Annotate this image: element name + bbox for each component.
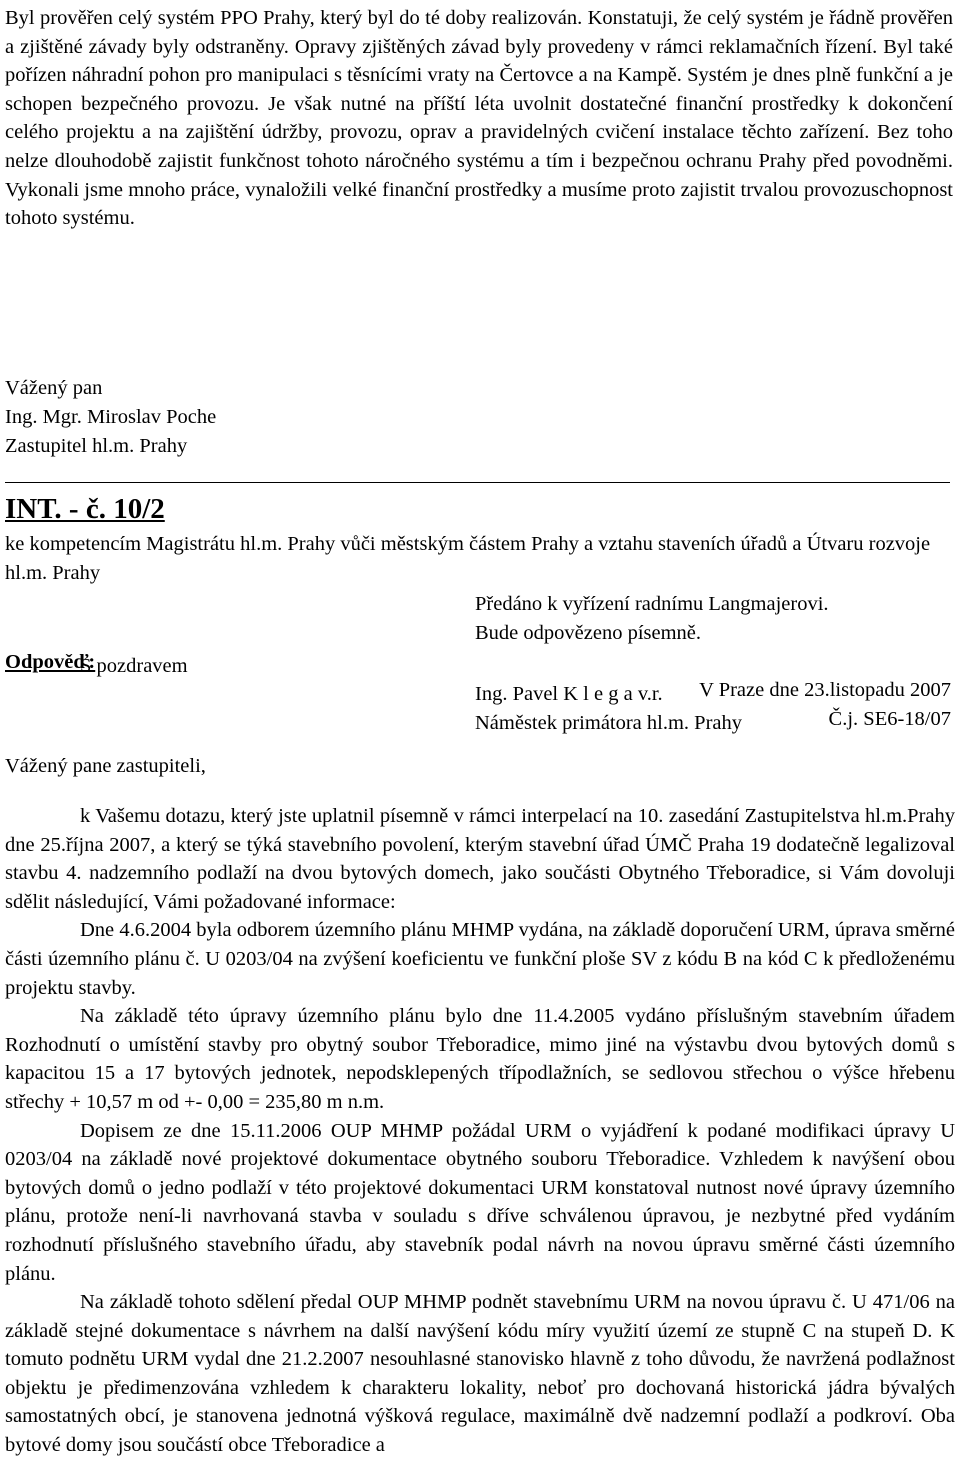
- greeting: S pozdravem: [80, 655, 188, 677]
- intro-paragraph: Byl prověřen celý systém PPO Prahy, který byl do té doby realizován. Konstatuji, že celý systém je řádně prověřen a zjištěné závady byly odstraněny. Opravy zjištěných závad byly provedeny v rámci reklamačních řízení. Byl také pořízen náhradní pohon pro manipulaci s těsnícími vraty na Čertovce a na Kampě. Systém je dnes plně funkční a je schopen bezpečného provozu. Je však nutné na příští léta uvolnit dostatečné finanční prostředky k dokončení celého projektu a na zajištění údržby, provozu, oprav a pravidelných cvičení instalace těchto zařízení. Bez toho nelze dlouhodobě zajistit funkčnost tohoto náročného systému a tím i bezpečnou ochranu Prahy před povodněmi. Vykonali jsme mnoho práce, vynaložili velké finanční prostředky a musíme proto zajistit trvalou provozuschopnost tohoto systému.: [5, 7, 953, 230]
- signature-name: Ing. Pavel K l e g a v.r.: [475, 683, 663, 705]
- interpellation-note-1: Předáno k vyřízení radnímu Langmajerovi.: [475, 593, 829, 615]
- signature-role: Náměstek primátora hl.m. Prahy: [475, 712, 743, 734]
- interpellation-subject: ke kompetencím Magistrátu hl.m. Prahy vůči městským částem Prahy a vztahu staveních úřadů a Útvaru rozvoje hl.m. Prahy: [5, 533, 931, 584]
- answer-paragraph: Na základě tohoto sdělení předal OUP MHMP podnět stavebnímu URM na novou úpravu č. U 471/06 na základě stejné dokumentace s návrhem na další navýšení kódu míry využití území ze stupně C na stupeň D. K tomuto podnětu URM vydal dne 21.2.2007 nesouhlasné stanovisko hlavně z toho důvodu, že navržená podlažnost objektu je předimenzována vzhledem k charakteru lokality, neboť pro dochovaná historická jádra bývalých samostatných obcí, je stanovena jednotná výšková regulace, maximálně dvě nadzemní podlaží a podkroví. Oba bytové domy jsou součástí obce Třeboradice a: [5, 1291, 955, 1457]
- answer-paragraph: k Vašemu dotazu, který jste uplatnil písemně v rámci interpelací na 10. zasedání Zastupitelstva hl.m.Prahy dne 25.října 2007, a který se týká stavebního povolení, kterým stavební úřad ÚMČ Praha 19 dodatečně legalizoval stavbu 4. nadzemního podlaží na dvou bytových domech, jako součásti Obytného Třeboradice, si Vám dovoluji sdělit následující, Vámi požadované informace:: [5, 805, 955, 913]
- recipient-name: Ing. Mgr. Miroslav Poche: [5, 406, 217, 428]
- recipient-salutation: Vážený pan: [5, 377, 103, 399]
- separator-rule: [5, 482, 950, 483]
- answer-date: V Praze dne 23.listopadu 2007: [699, 679, 951, 701]
- answer-reference: Č.j. SE6-18/07: [828, 708, 951, 730]
- answer-paragraph: Dopisem ze dne 15.11.2006 OUP MHMP požádal URM o vyjádření k podané modifikaci úpravy U 0203/04 na základě nové projektové dokumentace obytného souboru Třeboradice. Vzhledem k navýšení obou bytových domů o jedno podlaží v této projektové dokumentaci URM konstatoval nutnost nové úpravy územního plánu, protože není-li navrhovaná stavba v souladu s dříve schválenou úpravou, je nezbytné před vydáním rozhodnutí příslušného stavebního úřadu, aby stavebník podal návrh na novou úpravu směrné části územního plánu.: [5, 1119, 955, 1285]
- answer-label: Odpověď:: [5, 651, 96, 673]
- answer-paragraph: Dne 4.6.2004 byla odborem územního plánu MHMP vydána, na základě doporučení URM, úprava směrné části územního plánu č. U 0203/04 na zvýšení koeficientu ve funkční ploše SV z kódu B na kód C k předloženému projektu stavby.: [5, 919, 955, 999]
- recipient-role: Zastupitel hl.m. Prahy: [5, 435, 188, 457]
- interpellation-number: INT. - č. 10/2: [5, 493, 165, 525]
- interpellation-note-2: Bude odpovězeno písemně.: [475, 622, 702, 644]
- answer-paragraph: Na základě této úpravy územního plánu bylo dne 11.4.2005 vydáno příslušným stavebním úřadem Rozhodnutí o umístění stavby pro obytný soubor Třeboradice, mimo jiné na výstavbu dvou bytových domů s kapacitou 15 a 17 bytových jednotek, nepodsklepených třípodlažních, se sedlovou střechou o výšce hřebenu střechy + 10,57 m od +- 0,00 = 235,80 m n.m.: [5, 1005, 955, 1113]
- answer-salutation: Vážený pane zastupiteli,: [5, 755, 206, 777]
- answer-body: [5, 802, 955, 1460]
